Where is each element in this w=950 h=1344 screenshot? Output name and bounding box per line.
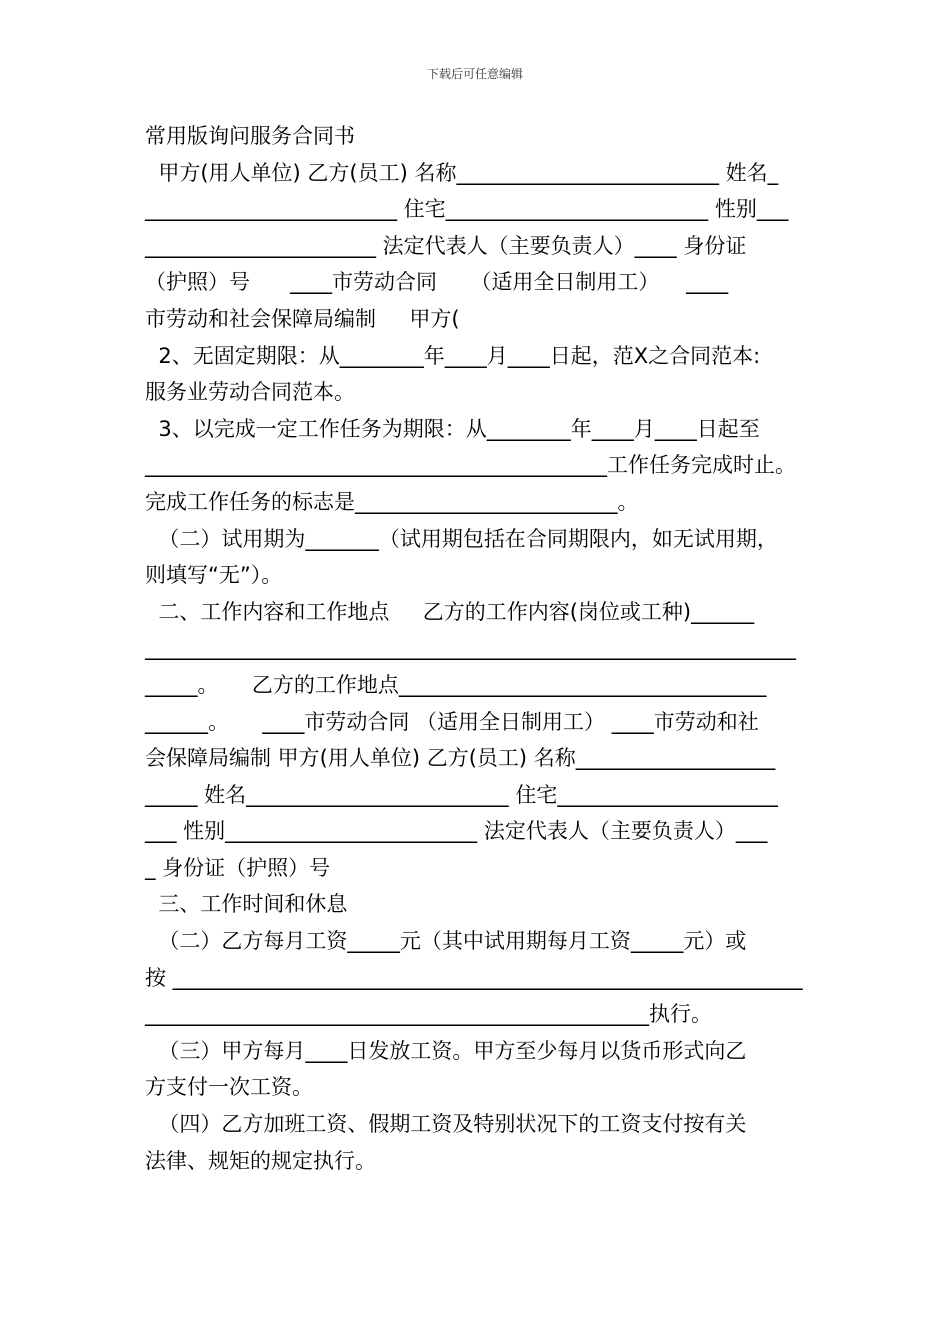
text-line: （四）乙方加班工资、假期工资及特别状况下的工资支付按有关 [145, 1112, 747, 1137]
document-title: 常用版询问服务合同书 [145, 124, 355, 148]
text-line: 完成工作任务的标志是_________________________。 [145, 489, 639, 514]
text-line: 2、无固定期限：从________年____月____日起，范X之合同范本: [145, 343, 761, 368]
text-line: 三、工作时间和休息 [145, 892, 348, 917]
text-line: （二）试用期为_______（试用期包括在合同期限内，如无试用期， [145, 526, 778, 551]
text-line: ______________________ 法定代表人（主要负责人）____ 身份证 [145, 233, 747, 258]
text-line: 市劳动和社会保障局编制 甲方( [145, 306, 460, 331]
text-line: 3、以完成一定工作任务为期限：从________年____月____日起至 [145, 416, 760, 441]
text-line: （三）甲方每月____日发放工资。甲方至少每月以货币形式向乙 [145, 1038, 747, 1063]
page-header-note: 下载后可任意编辑 [426, 67, 523, 81]
text-line: ________________________ 住宅_________________________ 性别___ [145, 197, 789, 222]
text-line: ______________________________________________________________ [145, 636, 796, 661]
text-line: _____ 姓名_________________________ 住宅_____________________ [145, 782, 778, 807]
text-line: 法律、规矩的规定执行。 [145, 1148, 376, 1173]
text-line: 会保障局编制 甲方(用人单位) 乙方(员工) 名称___________________ [145, 746, 776, 771]
text-line: （护照）号 ____市劳动合同 （适用全日制用工） ____ [145, 270, 729, 295]
text-line: 甲方(用人单位) 乙方(员工) 名称_________________________ 姓名_ [145, 160, 779, 185]
text-line: ____________________________________________工作任务完成时止。 [145, 453, 796, 478]
text-line: _ 身份证（护照）号 [145, 855, 331, 880]
text-line: 则填写“无”）。 [145, 563, 283, 588]
text-line: （二）乙方每月工资_____元（其中试用期每月工资_____元）或 [145, 929, 747, 954]
text-line: 按 ____________________________________________________________ [145, 965, 803, 990]
text-line: ______。 ____市劳动合同 （适用全日制用工） ____市劳动和社 [145, 709, 759, 734]
text-line: 二、工作内容和工作地点 乙方的工作内容(岗位或工种)______ [145, 599, 755, 624]
document-body [145, 118, 810, 1179]
text-line: ________________________________________________执行。 [145, 1002, 712, 1027]
text-line: 方支付一次工资。 [145, 1075, 313, 1100]
text-line: _____。 乙方的工作地点___________________________________ [145, 672, 767, 697]
text-line: 服务业劳动合同范本。 [145, 380, 355, 405]
text-line: ___ 性别________________________ 法定代表人（主要负责人）___ [145, 819, 768, 844]
